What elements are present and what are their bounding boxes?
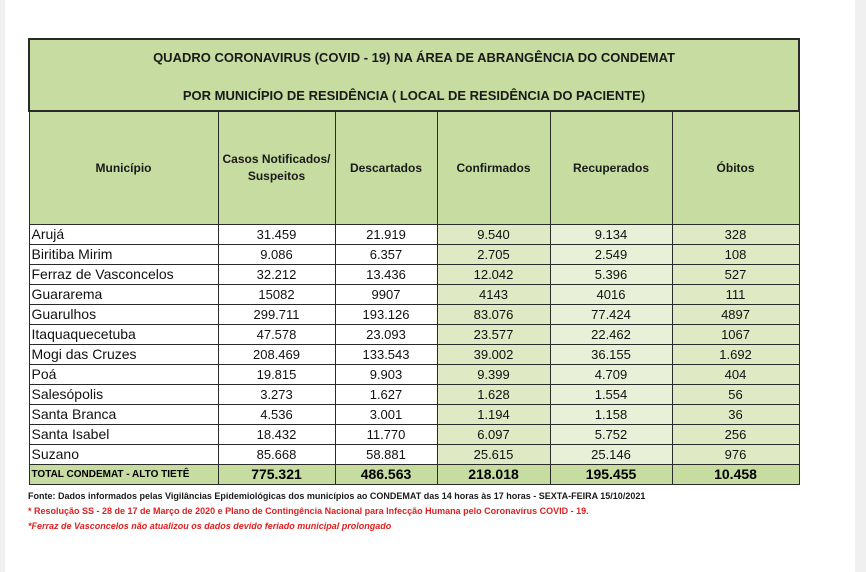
cell-confirmados: 25.615: [437, 445, 550, 465]
header-casos: [218, 111, 335, 225]
cell-municipio: Biritiba Mirim: [29, 245, 218, 265]
header-municipio: Município: [29, 111, 218, 225]
total-row: [29, 465, 799, 485]
cell-casos: 32.212: [218, 265, 335, 285]
total-descartados: 486.563: [335, 465, 437, 485]
cell-municipio: Mogi das Cruzes: [29, 345, 218, 365]
cell-confirmados: 1.628: [437, 385, 550, 405]
covid-table: [28, 38, 800, 485]
cell-descartados: 3.001: [335, 405, 437, 425]
table-row: [29, 345, 799, 365]
table-row: [29, 425, 799, 445]
cell-recuperados: 4.709: [550, 365, 672, 385]
cell-casos: 85.668: [218, 445, 335, 465]
table-row: [29, 265, 799, 285]
cell-municipio: Ferraz de Vasconcelos: [29, 265, 218, 285]
cell-confirmados: 39.002: [437, 345, 550, 365]
cell-recuperados: 5.396: [550, 265, 672, 285]
table-row: [29, 405, 799, 425]
cell-recuperados: 25.146: [550, 445, 672, 465]
cell-confirmados: 1.194: [437, 405, 550, 425]
total-obitos: 10.458: [672, 465, 799, 485]
cell-obitos: 56: [672, 385, 799, 405]
cell-recuperados: 77.424: [550, 305, 672, 325]
header-row: [29, 111, 799, 225]
cell-descartados: 133.543: [335, 345, 437, 365]
cell-municipio: Salesópolis: [29, 385, 218, 405]
header-casos-line1: Casos Notificados/: [222, 152, 331, 166]
header-confirmados: Confirmados: [437, 111, 550, 225]
header-descartados: Descartados: [335, 111, 437, 225]
cell-casos: 18.432: [218, 425, 335, 445]
cell-descartados: 9907: [335, 285, 437, 305]
table-row: [29, 365, 799, 385]
cell-casos: 31.459: [218, 225, 335, 245]
cell-confirmados: 9.540: [437, 225, 550, 245]
cell-obitos: 1067: [672, 325, 799, 345]
notes: [28, 489, 798, 534]
cell-casos: 3.273: [218, 385, 335, 405]
page: [5, 0, 855, 572]
cell-municipio: Santa Isabel: [29, 425, 218, 445]
cell-recuperados: 22.462: [550, 325, 672, 345]
cell-confirmados: 2.705: [437, 245, 550, 265]
cell-municipio: Suzano: [29, 445, 218, 465]
cell-municipio: Poá: [29, 365, 218, 385]
table-row: [29, 445, 799, 465]
cell-confirmados: 12.042: [437, 265, 550, 285]
cell-descartados: 193.126: [335, 305, 437, 325]
total-confirmados: 218.018: [437, 465, 550, 485]
title-row: [29, 39, 799, 111]
cell-obitos: 256: [672, 425, 799, 445]
table-title: [29, 39, 799, 111]
cell-confirmados: 83.076: [437, 305, 550, 325]
cell-descartados: 11.770: [335, 425, 437, 445]
cell-confirmados: 6.097: [437, 425, 550, 445]
cell-casos: 9.086: [218, 245, 335, 265]
table-row: [29, 325, 799, 345]
cell-confirmados: 23.577: [437, 325, 550, 345]
cell-recuperados: 1.158: [550, 405, 672, 425]
cell-descartados: 23.093: [335, 325, 437, 345]
table-row: [29, 385, 799, 405]
cell-obitos: 108: [672, 245, 799, 265]
cell-recuperados: 9.134: [550, 225, 672, 245]
cell-municipio: Itaquaquecetuba: [29, 325, 218, 345]
table-row: [29, 225, 799, 245]
cell-recuperados: 5.752: [550, 425, 672, 445]
cell-obitos: 404: [672, 365, 799, 385]
total-casos: 775.321: [218, 465, 335, 485]
cell-municipio: Santa Branca: [29, 405, 218, 425]
cell-obitos: 111: [672, 285, 799, 305]
header-recuperados: Recuperados: [550, 111, 672, 225]
covid-report: [28, 38, 798, 534]
cell-casos: 208.469: [218, 345, 335, 365]
total-recuperados: 195.455: [550, 465, 672, 485]
table-row: [29, 285, 799, 305]
cell-obitos: 36: [672, 405, 799, 425]
cell-recuperados: 36.155: [550, 345, 672, 365]
cell-confirmados: 4143: [437, 285, 550, 305]
cell-descartados: 58.881: [335, 445, 437, 465]
cell-obitos: 976: [672, 445, 799, 465]
cell-obitos: 4897: [672, 305, 799, 325]
cell-obitos: 328: [672, 225, 799, 245]
cell-confirmados: 9.399: [437, 365, 550, 385]
cell-municipio: Guararema: [29, 285, 218, 305]
cell-casos: 4.536: [218, 405, 335, 425]
cell-descartados: 1.627: [335, 385, 437, 405]
cell-obitos: 527: [672, 265, 799, 285]
note-ferraz: *Ferraz de Vasconcelos não atualizou os dados devido feriado municipal prolongado: [28, 521, 392, 531]
header-casos-line2: Suspeitos: [247, 169, 306, 183]
note-resolucao: * Resolução SS - 28 de 17 de Março de 2020 e Plano de Contingência Nacional para Infecção Humana pelo Coronavírus COVID - 19.: [28, 506, 589, 516]
total-label: TOTAL CONDEMAT - ALTO TIETÊ: [29, 465, 218, 485]
cell-casos: 15082: [218, 285, 335, 305]
cell-recuperados: 2.549: [550, 245, 672, 265]
cell-municipio: Guarulhos: [29, 305, 218, 325]
cell-descartados: 9.903: [335, 365, 437, 385]
cell-municipio: Arujá: [29, 225, 218, 245]
cell-descartados: 13.436: [335, 265, 437, 285]
cell-descartados: 21.919: [335, 225, 437, 245]
table-row: [29, 245, 799, 265]
cell-descartados: 6.357: [335, 245, 437, 265]
title-line-2: POR MUNICÍPIO DE RESIDÊNCIA ( LOCAL DE RESIDÊNCIA DO PACIENTE): [182, 88, 646, 103]
table-body: [29, 225, 799, 465]
table-row: [29, 305, 799, 325]
cell-casos: 19.815: [218, 365, 335, 385]
header-obitos: Óbitos: [672, 111, 799, 225]
note-fonte: Fonte: Dados informados pelas Vigilâncias Epidemiológicas dos municípios ao CONDEMAT das 14 horas às 17 horas - SEXTA-FEIRA 15/10/2021: [28, 491, 646, 501]
cell-obitos: 1.692: [672, 345, 799, 365]
cell-casos: 299.711: [218, 305, 335, 325]
cell-recuperados: 4016: [550, 285, 672, 305]
title-line-1: QUADRO CORONAVIRUS (COVID - 19) NA ÁREA DE ABRANGÊNCIA DO CONDEMAT: [153, 50, 675, 65]
cell-casos: 47.578: [218, 325, 335, 345]
cell-recuperados: 1.554: [550, 385, 672, 405]
